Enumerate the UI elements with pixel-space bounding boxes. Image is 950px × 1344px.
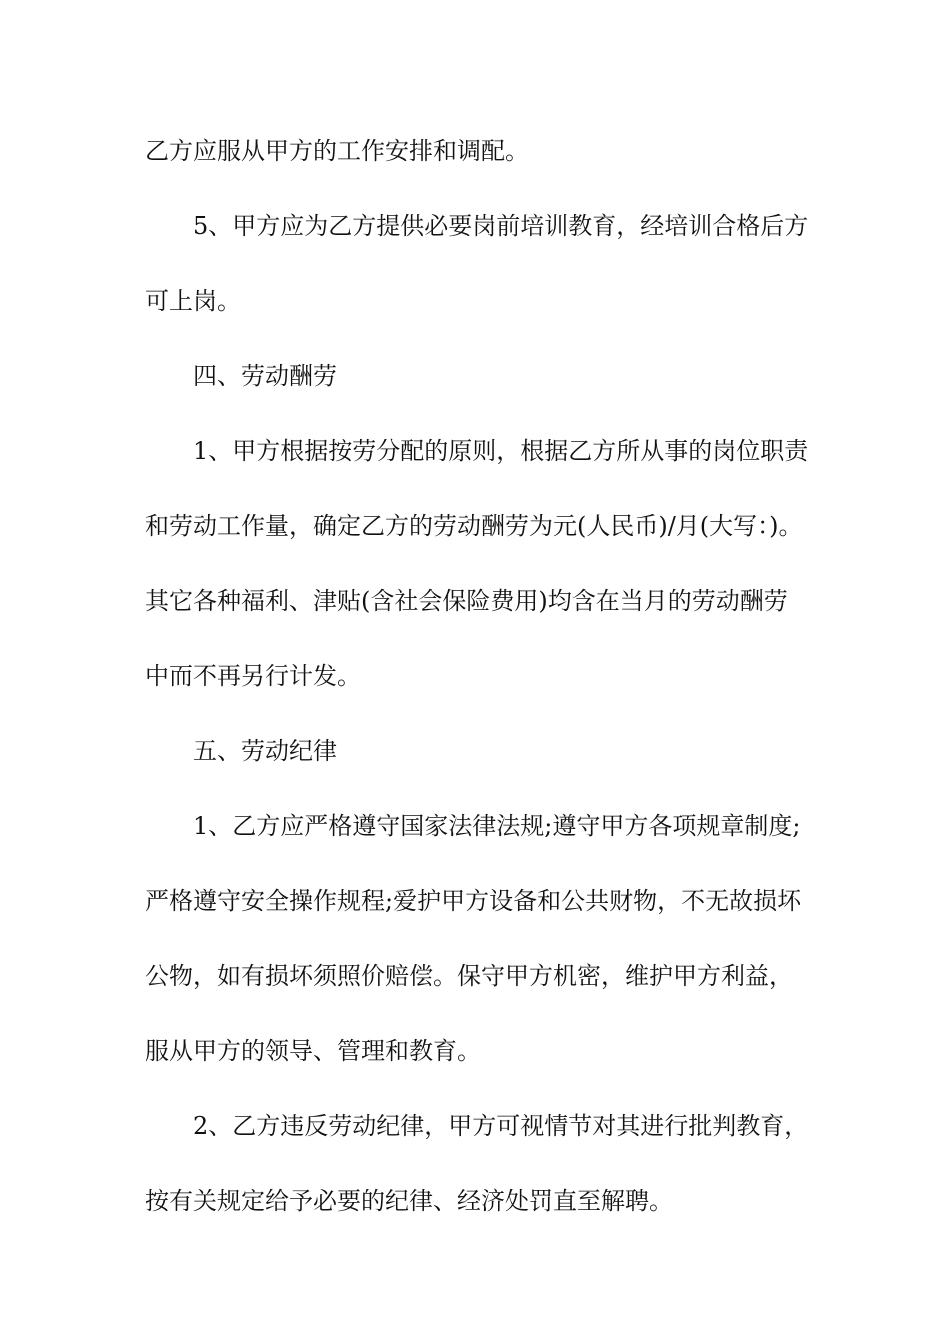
text-line-10: 1、乙方应严格遵守国家法律法规;遵守甲方各项规章制度;: [193, 812, 801, 840]
text-line-3: 可上岗。: [145, 287, 241, 315]
text-line-15: 按有关规定给予必要的纪律、经济处罚直至解聘。: [145, 1187, 673, 1215]
section-heading-4: 四、劳动酬劳: [193, 362, 337, 390]
text-line-6: 和劳动工作量，确定乙方的劳动酬劳为元(人民币)/月(大写：)。: [145, 512, 803, 540]
text-line-8: 中而不再另行计发。: [145, 662, 361, 690]
text-line-2: 5、甲方应为乙方提供必要岗前培训教育，经培训合格后方: [193, 212, 809, 240]
text-line-1: 乙方应服从甲方的工作安排和调配。: [145, 137, 529, 165]
text-line-5: 1、甲方根据按劳分配的原则，根据乙方所从事的岗位职责: [193, 437, 809, 465]
text-line-12: 公物，如有损坏须照价赔偿。保守甲方机密，维护甲方利益，: [145, 962, 793, 990]
text-line-13: 服从甲方的领导、管理和教育。: [145, 1037, 481, 1065]
text-line-7: 其它各种福利、津贴(含社会保险费用)均含在当月的劳动酬劳: [145, 587, 788, 615]
text-line-14: 2、乙方违反劳动纪律，甲方可视情节对其进行批判教育，: [193, 1112, 809, 1140]
text-line-11: 严格遵守安全操作规程;爱护甲方设备和公共财物，不无故损坏: [145, 887, 802, 915]
section-heading-5: 五、劳动纪律: [193, 737, 337, 765]
